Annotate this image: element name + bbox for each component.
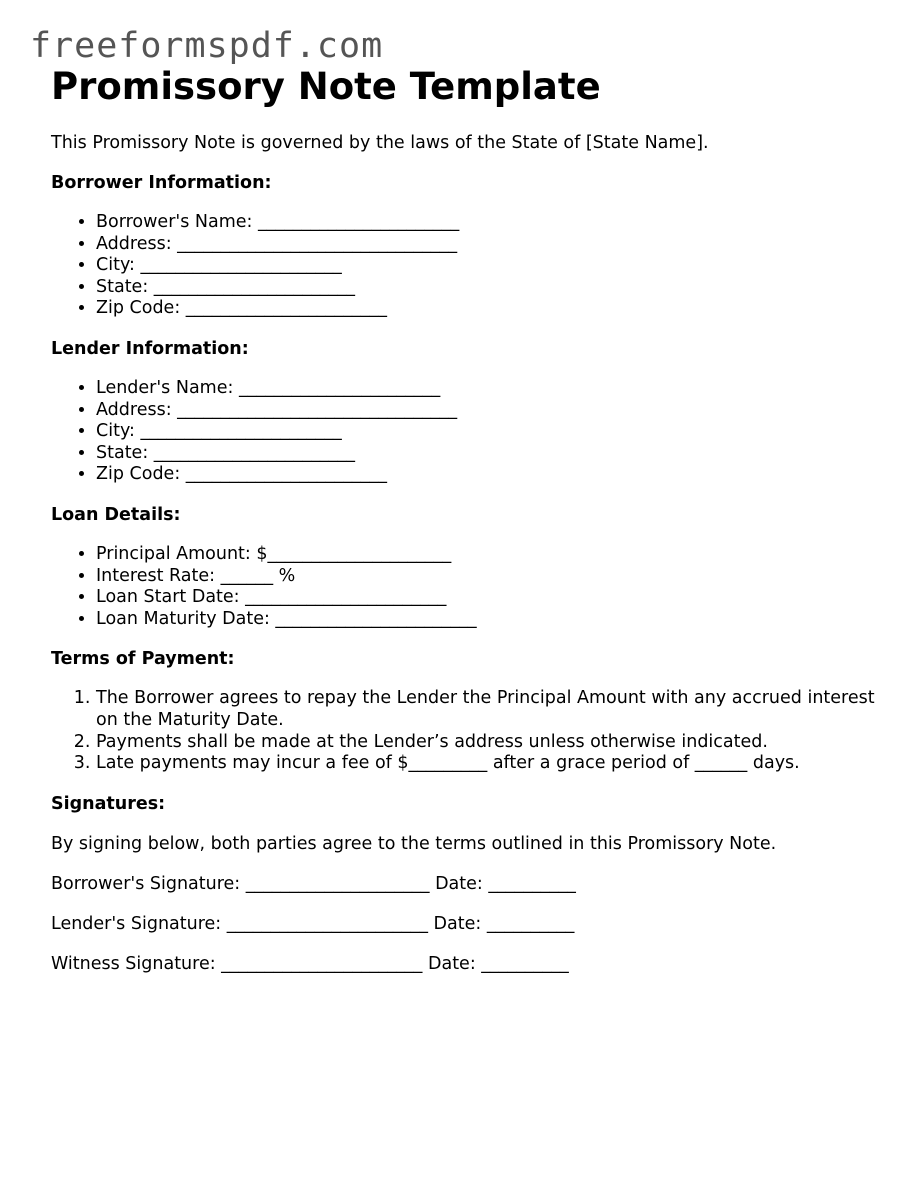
list-item: • Interest Rate: ______ % <box>96 566 891 588</box>
witness-signature-line: Witness Signature: _______________________ Date: __________ <box>51 953 569 974</box>
list-item: • City: _______________________ <box>96 421 891 443</box>
lender-list <box>51 378 891 486</box>
list-item: • City: _______________________ <box>96 255 891 277</box>
borrower-signature-line: Borrower's Signature: _____________________ Date: __________ <box>51 873 576 894</box>
list-item: • Address: ________________________________ <box>96 234 891 256</box>
list-item: 3. Late payments may incur a fee of $_________ after a grace period of ______ days. <box>96 753 891 775</box>
list-item: • Principal Amount: $_____________________ <box>96 544 891 566</box>
list-item: • Zip Code: _______________________ <box>96 298 891 320</box>
borrower-list <box>51 212 891 320</box>
list-item: • State: _______________________ <box>96 443 891 465</box>
signatures-heading: Signatures: <box>51 793 166 814</box>
list-item: • Loan Maturity Date: _______________________ <box>96 609 891 631</box>
lender-heading: Lender Information: <box>51 338 249 359</box>
signature-statement: By signing below, both parties agree to the terms outlined in this Promissory Note. <box>51 833 777 854</box>
list-item: 2. Payments shall be made at the Lender’s address unless otherwise indicated. <box>96 732 891 754</box>
intro-text: This Promissory Note is governed by the laws of the State of [State Name]. <box>51 133 709 153</box>
watermark: freeformspdf.com <box>30 26 384 66</box>
list-item: 1. The Borrower agrees to repay the Lender the Principal Amount with any accrued interest on the Maturity Date. <box>96 688 891 731</box>
terms-heading: Terms of Payment: <box>51 649 235 670</box>
page-title: Promissory Note Template <box>51 65 601 108</box>
borrower-heading: Borrower Information: <box>51 173 272 193</box>
loan-heading: Loan Details: <box>51 504 181 525</box>
terms-list <box>51 688 891 774</box>
document-body <box>51 64 891 975</box>
list-item: • State: _______________________ <box>96 277 891 299</box>
list-item: • Zip Code: _______________________ <box>96 464 891 486</box>
list-item: • Address: ________________________________ <box>96 400 891 422</box>
list-item: • Borrower's Name: _______________________ <box>96 212 891 234</box>
loan-list <box>51 544 891 630</box>
list-item: • Loan Start Date: _______________________ <box>96 587 891 609</box>
lender-signature-line: Lender's Signature: _______________________ Date: __________ <box>51 913 575 934</box>
list-item: • Lender's Name: _______________________ <box>96 378 891 400</box>
